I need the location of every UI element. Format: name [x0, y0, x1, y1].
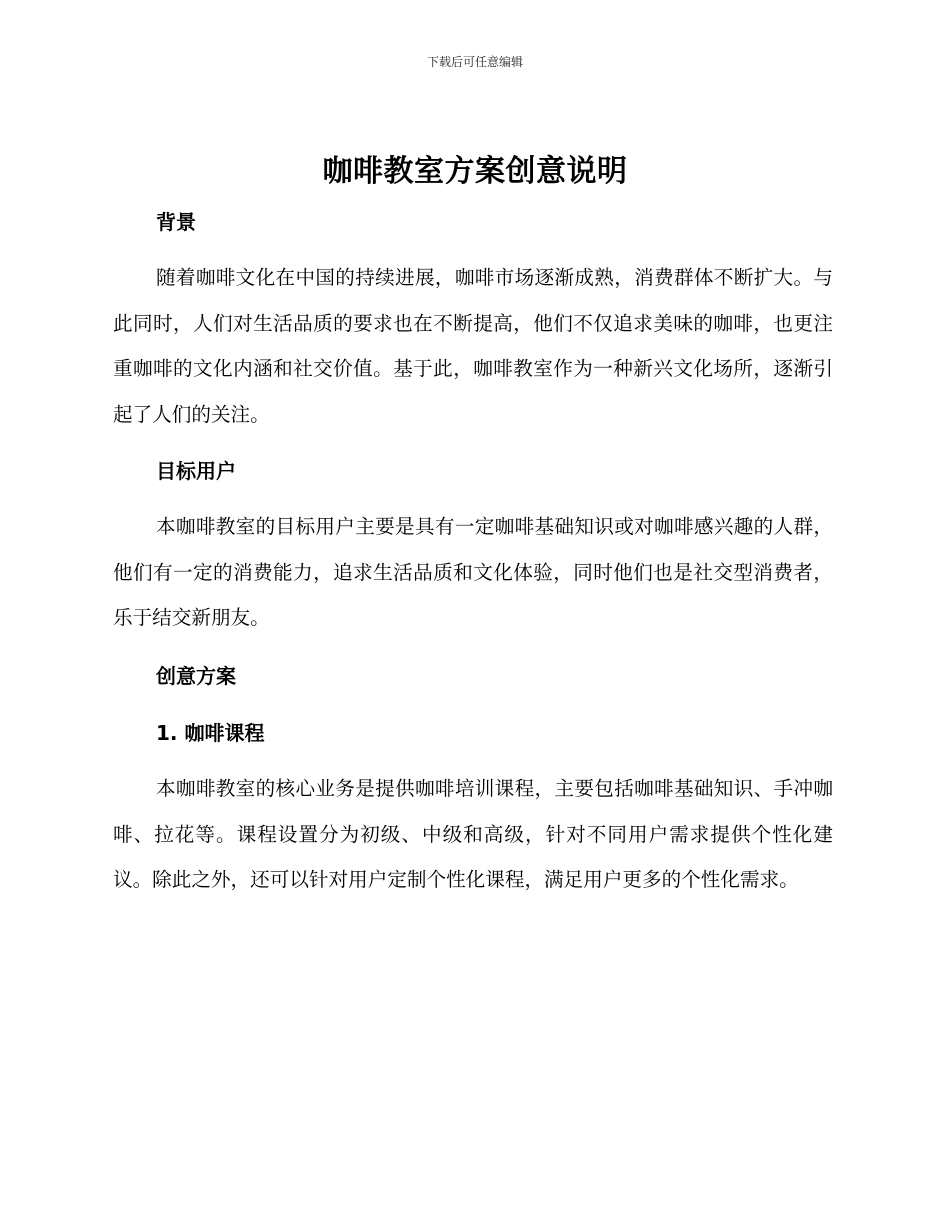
document-title: 咖啡教室方案创意说明 [322, 154, 628, 189]
section-paragraph-background: 随着咖啡文化在中国的持续进展，咖啡市场逐渐成熟，消费群体不断扩大。与此同时，人们对生活品质的要求也在不断提高，他们不仅追求美味的咖啡，也更注重咖啡的文化内涵和社交价值。基于此，咖啡教室作为一种新兴文化场所，逐渐引起了人们的关注。 [113, 266, 833, 426]
section-heading-coffee-course: 1. 咖啡课程 [156, 721, 265, 745]
section-paragraph-target-users: 本咖啡教室的目标用户主要是具有一定咖啡基础知识或对咖啡感兴趣的人群，他们有一定的消费能力，追求生活品质和文化体验，同时他们也是社交型消费者，乐于结交新朋友。 [113, 515, 833, 629]
section-heading-background: 背景 [156, 210, 196, 234]
section-heading-target-users: 目标用户 [156, 459, 236, 483]
section-paragraph-coffee-course: 本咖啡教室的核心业务是提供咖啡培训课程，主要包括咖啡基础知识、手冲咖啡、拉花等。课程设置分为初级、中级和高级，针对不同用户需求提供个性化建议。除此之外，还可以针对用户定制个性化课程，满足用户更多的个性化需求。 [113, 777, 833, 891]
section-heading-creative-plan: 创意方案 [156, 664, 236, 688]
header-note: 下载后可任意编辑 [426, 55, 523, 69]
